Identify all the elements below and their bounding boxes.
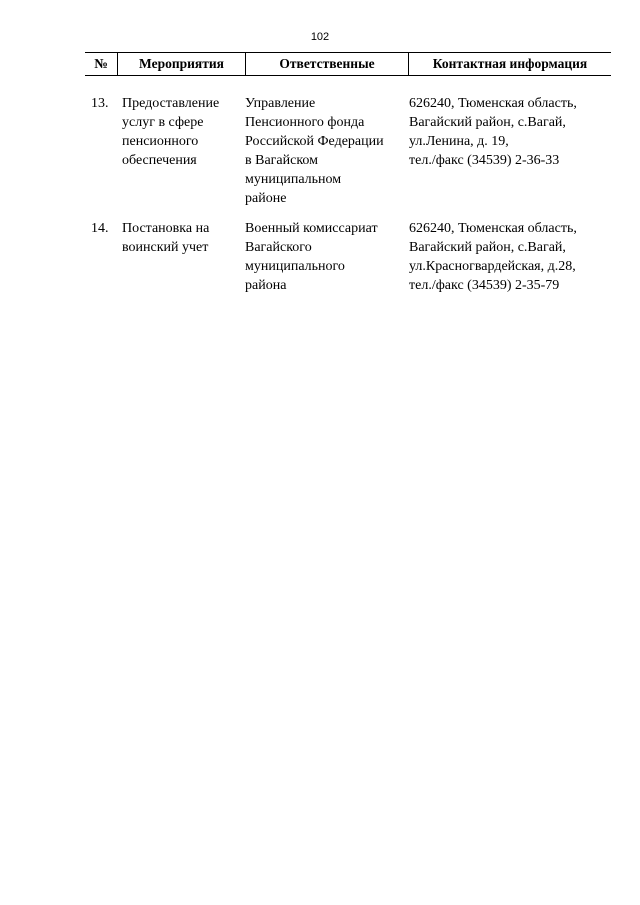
header-event: Мероприятия bbox=[117, 53, 245, 75]
page-number: 102 bbox=[310, 31, 330, 43]
header-number: № bbox=[94, 56, 108, 71]
services-table bbox=[85, 52, 611, 295]
row-contact: 626240, Тюменская область, Вагайский район, с.Вагай, ул.Красногвардейская, д.28, тел./факс (34539) 2-35-79 bbox=[409, 221, 577, 293]
row-number: 13. bbox=[91, 96, 109, 111]
row-responsible: Военный комиссариат Вагайского муниципального района bbox=[245, 221, 378, 293]
table-row bbox=[85, 94, 611, 208]
header-responsible: Ответственные bbox=[245, 53, 408, 75]
table-header bbox=[85, 52, 611, 76]
header-contact: Контактная информация bbox=[408, 53, 611, 75]
row-event: Постановка на воинский учет bbox=[122, 221, 210, 255]
row-event: Предоставление услуг в сфере пенсионного обеспечения bbox=[122, 96, 220, 168]
table-row bbox=[85, 219, 611, 295]
row-number: 14. bbox=[91, 221, 109, 236]
row-responsible: Управление Пенсионного фонда Российской Федерации в Вагайском муниципальном районе bbox=[245, 96, 384, 206]
row-contact: 626240, Тюменская область, Вагайский район, с.Вагай, ул.Ленина, д. 19, тел./факс (34539) 2-36-33 bbox=[409, 96, 577, 168]
